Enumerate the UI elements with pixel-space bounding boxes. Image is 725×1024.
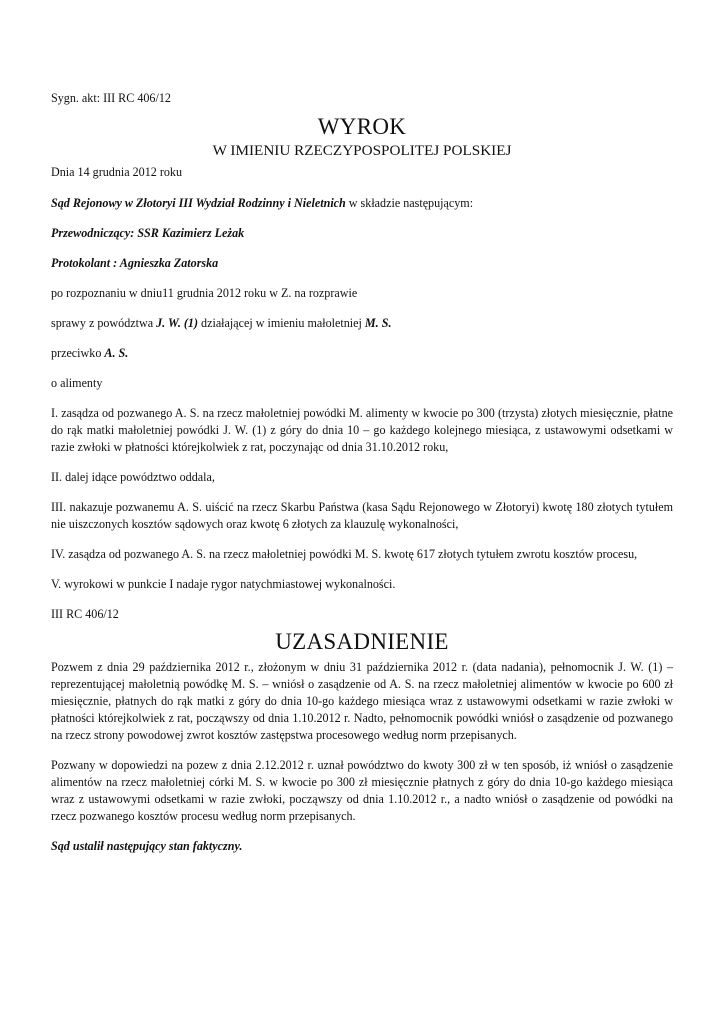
judgment-date: Dnia 14 grudnia 2012 roku xyxy=(51,165,182,179)
court-name: Sąd Rejonowy w Złotoryi III Wydział Rodzinny i Nieletnich xyxy=(51,196,346,210)
justification-paragraph: Pozwany w dopowiedzi na pozew z dnia 2.12.2012 r. uznał powództwo do kwoty 300 zł w ten sposób, iż wniósł o zasądzenie alimentów na rzecz małoletniej córki M. S. w kwocie po 300 zł miesięcznie płatnych z góry do dnia 10-go każdego miesiąca wraz z ustawowymi odsetkami w razie zwłoki, począwszy od dnia 1.10.2012 r., a nadto wniósł o zasądzenie od powódki na rzecz pozwanego kosztów procesu według norm przepisanych. xyxy=(51,758,673,823)
plaintiff-name: J. W. (1) xyxy=(156,316,199,330)
minor-name: M. S. xyxy=(364,316,392,330)
ruling-item: V. wyrokowi w punkcie I nadaje rygor natychmiastowej wykonalności. xyxy=(51,577,396,591)
judgment-title: WYROK xyxy=(317,114,407,139)
case-prefix: sprawy z powództwa xyxy=(51,316,157,330)
case-signature: Sygn. akt: III RC 406/12 xyxy=(51,91,171,105)
justification-paragraph: Pozwem z dnia 29 października 2012 r., złożonym w dniu 31 października 2012 r. (data nadania), pełnomocnik J. W. (1) – reprezentującej małoletnią powódkę M. S. – wniósł o zasądzenie od A. S. na rzecz małoletniej alimentów w kwocie po 600 zł miesięcznie, płatnych do rąk matki z góry do dnia 10-go każdego miesiąca wraz z ustawowymi odsetkami w razie zwłoki w płatności którejkolwiek z rat, począwszy od dnia 1.10.2012 r. Nadto, pełnomocnik powódki wniósł o zasądzenie od pozwanego na rzecz strony powodowej zwrot kosztów zastępstwa procesowego według norm przepisanych. xyxy=(51,660,673,742)
case-subject: o alimenty xyxy=(51,376,103,390)
justification-title: UZASADNIENIE xyxy=(275,629,449,654)
court-recorder: Protokolant : Agnieszka Zatorska xyxy=(51,256,219,270)
judgment-subtitle: W IMIENIU RZECZYPOSPOLITEJ POLSKIEJ xyxy=(212,142,512,159)
presiding-judge: Przewodniczący: SSR Kazimierz Leżak xyxy=(51,226,245,240)
case-middle: działającej w imieniu małoletniej xyxy=(198,316,365,330)
hearing-line: po rozpoznaniu w dniu11 grudnia 2012 roku w Z. na rozprawie xyxy=(51,286,358,300)
case-parties-line xyxy=(51,315,673,332)
case-signature-2: III RC 406/12 xyxy=(51,607,119,621)
document-page xyxy=(51,90,673,855)
against-line xyxy=(51,345,673,362)
court-composition xyxy=(51,195,673,212)
findings-heading: Sąd ustalił następujący stan faktyczny. xyxy=(51,839,243,853)
ruling-item: III. nakazuje pozwanemu A. S. uiścić na rzecz Skarbu Państwa (kasa Sądu Rejonowego w Złotoryi) kwotę 180 złotych tytułem nie uiszczonych kosztów sądowych oraz kwotę 6 złotych za klauzulę wykonalności, xyxy=(51,500,673,531)
court-suffix: w składzie następującym: xyxy=(345,196,474,210)
defendant-name: A. S. xyxy=(104,346,129,360)
ruling-item: II. dalej idące powództwo oddala, xyxy=(51,470,215,484)
ruling-item: IV. zasądza od pozwanego A. S. na rzecz małoletniej powódki M. S. kwotę 617 złotych tytułem zwrotu kosztów procesu, xyxy=(51,547,638,561)
against-prefix: przeciwko xyxy=(51,346,105,360)
ruling-item: I. zasądza od pozwanego A. S. na rzecz małoletniej powódki M. alimenty w kwocie po 300 (trzysta) złotych miesięcznie, płatne do rąk matki małoletniej powódki J. W. (1) z góry do dnia 10 – go każdego kolejnego miesiąca, z ustawowymi odsetkami w razie zwłoki w płatności którejkolwiek z rat, poczynając od dnia 31.10.2012 roku, xyxy=(51,406,673,454)
